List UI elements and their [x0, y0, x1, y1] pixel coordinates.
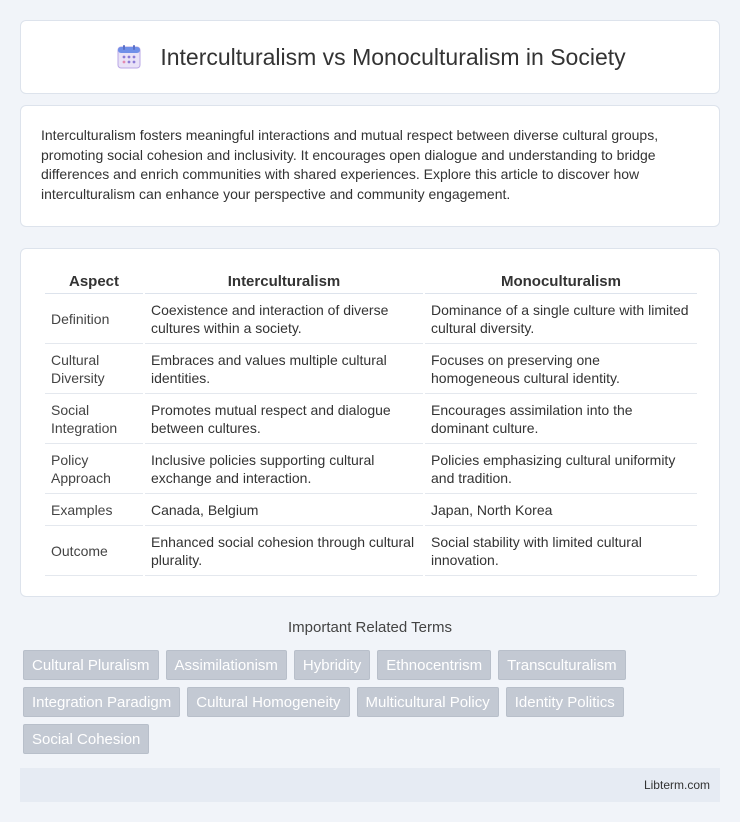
page-header: [20, 20, 720, 94]
intro-text: Interculturalism fosters meaningful interactions and mutual respect between diverse cultural groups, promoting social cohesion and inclusivity. It encourages open dialogue and understanding to bridge differences and enrich communities with shared experiences. Explore this article to discover how interculturalism can enhance your perspective and community engagement.: [41, 127, 659, 202]
monoculturalism-cell: Focuses on preserving one homogeneous cultural identity.: [425, 344, 697, 394]
related-term-tag[interactable]: Multicultural Policy: [357, 687, 499, 717]
related-term-tag[interactable]: Cultural Pluralism: [23, 650, 159, 680]
table-row: [45, 344, 697, 394]
aspect-cell: Social Integration: [45, 394, 143, 444]
interculturalism-cell: Promotes mutual respect and dialogue between cultures.: [145, 394, 423, 444]
footer-brand-link[interactable]: Libterm.com: [643, 778, 710, 792]
header-monoculturalism: Monoculturalism: [425, 269, 697, 294]
related-term-tag[interactable]: Identity Politics: [506, 687, 624, 717]
related-term-tag[interactable]: Transculturalism: [498, 650, 625, 680]
aspect-cell: Outcome: [45, 526, 143, 576]
interculturalism-cell: Coexistence and interaction of diverse cultures within a society.: [145, 294, 423, 344]
table-row: [45, 494, 697, 526]
related-term-tag[interactable]: Assimilationism: [166, 650, 287, 680]
comparison-table-card: [20, 248, 720, 597]
intro-card: [20, 105, 720, 227]
table-row: [45, 444, 697, 494]
related-term-tag[interactable]: Social Cohesion: [23, 724, 149, 754]
monoculturalism-cell: Dominance of a single culture with limited cultural diversity.: [425, 294, 697, 344]
aspect-cell: Cultural Diversity: [45, 344, 143, 394]
table-row: [45, 526, 697, 576]
interculturalism-cell: Enhanced social cohesion through cultural plurality.: [145, 526, 423, 576]
table-row: [45, 294, 697, 344]
interculturalism-cell: Inclusive policies supporting cultural exchange and interaction.: [145, 444, 423, 494]
related-terms-list: [20, 650, 720, 754]
aspect-cell: Policy Approach: [45, 444, 143, 494]
related-terms-title: Important Related Terms: [288, 619, 452, 636]
table-row: [45, 394, 697, 444]
monoculturalism-cell: Policies emphasizing cultural uniformity and tradition.: [425, 444, 697, 494]
table-header-row: [45, 269, 697, 294]
aspect-cell: Examples: [45, 494, 143, 526]
monoculturalism-cell: Social stability with limited cultural innovation.: [425, 526, 697, 576]
header-aspect: Aspect: [45, 269, 143, 294]
related-term-tag[interactable]: Cultural Homogeneity: [187, 687, 349, 717]
interculturalism-cell: Embraces and values multiple cultural identities.: [145, 344, 423, 394]
comparison-table: [43, 269, 699, 576]
aspect-cell: Definition: [45, 294, 143, 344]
header-interculturalism: Interculturalism: [145, 269, 423, 294]
interculturalism-cell: Canada, Belgium: [145, 494, 423, 526]
monoculturalism-cell: Japan, North Korea: [425, 494, 697, 526]
calendar-icon: [114, 42, 144, 72]
page-title: Interculturalism vs Monoculturalism in Society: [160, 43, 626, 70]
related-term-tag[interactable]: Ethnocentrism: [377, 650, 491, 680]
monoculturalism-cell: Encourages assimilation into the dominant culture.: [425, 394, 697, 444]
related-term-tag[interactable]: Hybridity: [294, 650, 370, 680]
related-term-tag[interactable]: Integration Paradigm: [23, 687, 180, 717]
page-footer: [20, 768, 720, 802]
